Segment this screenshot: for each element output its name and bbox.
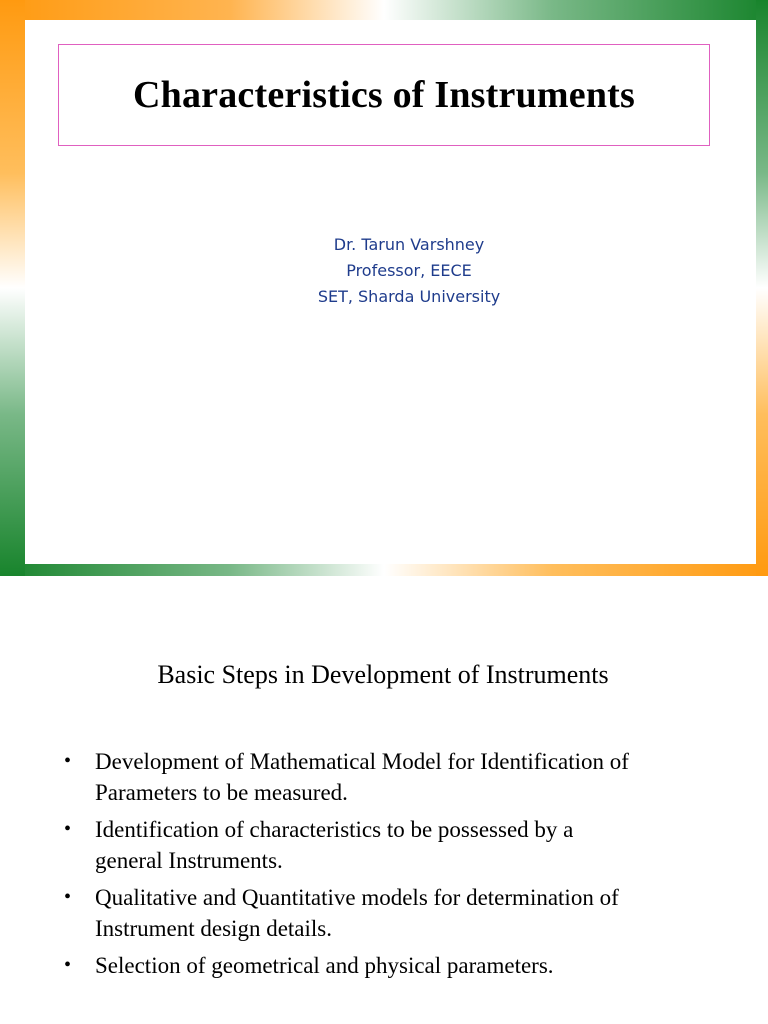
frame-top (0, 0, 768, 20)
slide-title: Characteristics of Instruments (132, 74, 636, 116)
bullet-line: Selection of geometrical and physical parameters. (95, 953, 554, 978)
bullet-icon: • (64, 818, 72, 840)
bullet-line: Development of Mathematical Model for Identification of (95, 749, 629, 774)
bullet-icon: • (64, 750, 72, 772)
title-box (58, 44, 710, 146)
bullet-icon: • (64, 954, 72, 976)
author-affiliation: SET, Sharda University (317, 287, 501, 306)
bullet-line: Qualitative and Quantitative models for determination of (95, 885, 619, 910)
list-item (62, 746, 722, 808)
author-name: Dr. Tarun Varshney (333, 235, 485, 254)
author-position: Professor, EECE (346, 261, 472, 280)
list-item (62, 882, 722, 944)
author-block (0, 232, 768, 310)
content-slide (0, 576, 768, 1024)
list-item (62, 950, 722, 981)
bullet-line: Instrument design details. (95, 916, 332, 941)
bullet-icon: • (64, 886, 72, 908)
list-item (62, 814, 722, 876)
bullet-list (62, 746, 722, 987)
bullet-line: general Instruments. (95, 848, 283, 873)
content-slide-title: Basic Steps in Development of Instruments (157, 660, 609, 689)
bullet-line: Identification of characteristics to be possessed by a (95, 817, 574, 842)
frame-bottom (0, 564, 768, 576)
bullet-line: Parameters to be measured. (95, 780, 348, 805)
